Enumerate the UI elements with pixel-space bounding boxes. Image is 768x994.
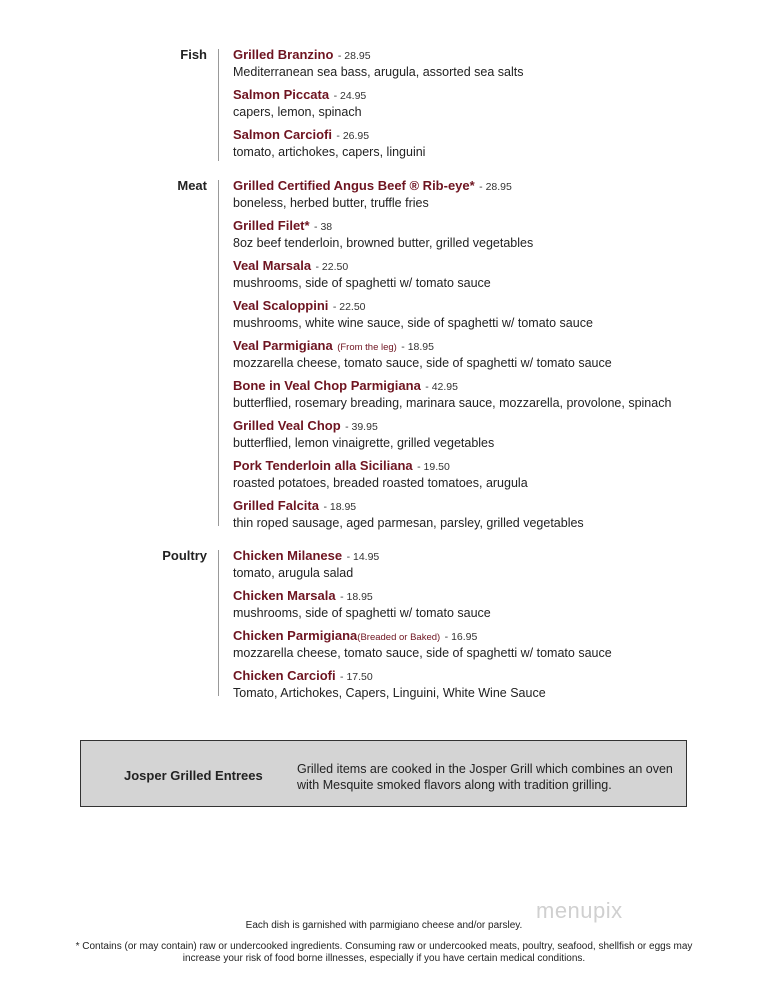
item-price: - 22.50 xyxy=(315,261,349,273)
josper-title: Josper Grilled Entrees xyxy=(124,768,263,783)
item-name: Pork Tenderloin alla Siciliana xyxy=(233,458,413,473)
item-price: - 26.95 xyxy=(336,130,370,142)
item-description: tomato, artichokes, capers, linguini xyxy=(233,145,426,159)
poultry-items xyxy=(233,548,753,708)
menu-item xyxy=(233,628,753,668)
item-price: - 22.50 xyxy=(332,301,366,313)
item-price: - 38 xyxy=(314,221,333,233)
item-name: Grilled Branzino xyxy=(233,47,334,62)
item-description: roasted potatoes, breaded roasted tomatoes, arugula xyxy=(233,476,528,490)
section-divider xyxy=(218,550,219,696)
item-name: Chicken Marsala xyxy=(233,588,336,603)
menu-item xyxy=(233,218,753,258)
item-name: Grilled Falcita xyxy=(233,498,319,513)
item-description: mushrooms, side of spaghetti w/ tomato sauce xyxy=(233,276,491,290)
watermark-logo: menupix xyxy=(536,898,623,923)
item-price: - 18.95 xyxy=(323,501,357,513)
item-description: Mediterranean sea bass, arugula, assorted sea salts xyxy=(233,65,524,79)
item-price: - 28.95 xyxy=(337,50,371,62)
josper-info-box xyxy=(80,740,687,807)
section-label-poultry: Poultry xyxy=(162,548,207,563)
item-description: butterflied, rosemary breading, marinara sauce, mozzarella, provolone, spinach xyxy=(233,396,672,410)
section-label-meat: Meat xyxy=(177,178,207,193)
section-divider xyxy=(218,180,219,526)
item-description: mozzarella cheese, tomato sauce, side of spaghetti w/ tomato sauce xyxy=(233,356,612,370)
menu-item xyxy=(233,458,753,498)
section-divider xyxy=(218,49,219,161)
item-price: - 39.95 xyxy=(345,421,378,433)
item-description: Tomato, Artichokes, Capers, Linguini, White Wine Sauce xyxy=(233,686,546,700)
item-price: - 24.95 xyxy=(333,90,367,102)
menu-item xyxy=(233,418,753,458)
item-price: - 17.50 xyxy=(340,671,373,683)
menu-item xyxy=(233,498,753,538)
menu-item xyxy=(233,127,753,167)
item-name: Grilled Certified Angus Beef ® Rib-eye* xyxy=(233,178,475,193)
menu-item xyxy=(233,178,753,218)
menu-item xyxy=(233,87,753,127)
item-price: - 19.50 xyxy=(417,461,450,473)
menu-item xyxy=(233,548,753,588)
item-description: tomato, arugula salad xyxy=(233,566,354,580)
menu-item xyxy=(233,47,753,87)
menu-item xyxy=(233,588,753,628)
item-price: - 14.95 xyxy=(346,551,380,563)
section-label-fish: Fish xyxy=(180,47,207,62)
item-name: Chicken Carciofi xyxy=(233,668,336,683)
item-description: 8oz beef tenderloin, browned butter, grilled vegetables xyxy=(233,236,534,250)
meat-items xyxy=(233,178,753,538)
consumer-warning-line2: increase your risk of food borne illnesses, especially if you have certain medical conditions. xyxy=(182,953,586,964)
item-price: - 18.95 xyxy=(401,341,434,353)
menu-item xyxy=(233,378,753,418)
josper-description: Grilled items are cooked in the Josper Grill which combines an oven with Mesquite smoked flavors along with tradition grilling. xyxy=(297,762,673,792)
item-name: Chicken Parmigiana xyxy=(233,628,358,643)
item-description: capers, lemon, spinach xyxy=(233,105,362,119)
menu-item xyxy=(233,258,753,298)
item-description: mushrooms, side of spaghetti w/ tomato sauce xyxy=(233,606,491,620)
item-name: Grilled Veal Chop xyxy=(233,418,341,433)
item-description: butterflied, lemon vinaigrette, grilled vegetables xyxy=(233,436,495,450)
menu-item xyxy=(233,668,753,708)
consumer-warning-line1: * Contains (or may contain) raw or undercooked ingredients. Consuming raw or undercooked meats, poultry, seafood, shellfish or eggs may xyxy=(75,941,693,952)
item-price: - 16.95 xyxy=(444,631,478,643)
item-name: Salmon Carciofi xyxy=(233,127,332,142)
menu-item xyxy=(233,338,753,378)
fish-items xyxy=(233,47,753,167)
menu-item xyxy=(233,298,753,338)
item-name: Salmon Piccata xyxy=(233,87,330,102)
item-name: Chicken Milanese xyxy=(233,548,343,563)
item-description: mozzarella cheese, tomato sauce, side of spaghetti w/ tomato sauce xyxy=(233,646,612,660)
item-description: mushrooms, white wine sauce, side of spaghetti w/ tomato sauce xyxy=(233,316,593,330)
item-description: thin roped sausage, aged parmesan, parsley, grilled vegetables xyxy=(233,516,584,530)
item-name: Veal Parmigiana xyxy=(233,338,333,353)
item-name: Grilled Filet* xyxy=(233,218,310,233)
garnish-note: Each dish is garnished with parmigiano cheese and/or parsley. xyxy=(245,920,523,931)
item-name: Bone in Veal Chop Parmigiana xyxy=(233,378,421,393)
item-description: boneless, herbed butter, truffle fries xyxy=(233,196,429,210)
item-note: (Breaded or Baked) xyxy=(357,632,441,643)
item-price: - 42.95 xyxy=(425,381,458,393)
item-note: (From the leg) xyxy=(337,342,397,353)
item-name: Veal Scaloppini xyxy=(233,298,329,313)
item-price: - 28.95 xyxy=(479,181,512,193)
item-price: - 18.95 xyxy=(340,591,373,603)
item-name: Veal Marsala xyxy=(233,258,312,273)
